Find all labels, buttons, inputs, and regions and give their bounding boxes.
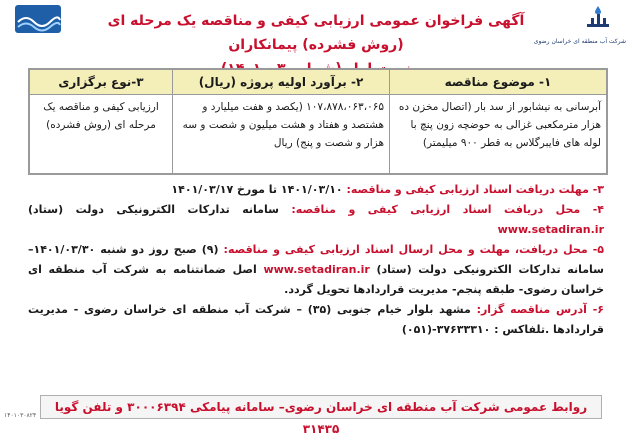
logo-caption: شرکت آب منطقه ای خراسان رضوی (533, 38, 626, 45)
item-submission (28, 240, 604, 300)
table-row (30, 95, 607, 174)
footer-banner: روابط عمومی شرکت آب منطقه ای خراسان رضوی– سامانه پیامکی ۳۰۰۰۶۳۹۴ و تلفن گویا ۳۱۴۳۵ (40, 395, 602, 419)
item-label: ۴- محل دریافت اسناد ارزیابی کیفی و مناقصه: (291, 203, 604, 216)
notice-items (28, 180, 604, 340)
reference-code: ۱۴۰۱۰۳۰۸۲۴ (4, 412, 37, 419)
wave-emblem-icon (14, 4, 62, 34)
item-document-deadline (28, 180, 604, 200)
item-label: ۳- مهلت دریافت اسناد ارزیابی کیفی و مناقصه: (346, 183, 604, 196)
item-text: مشهد بلوار خیام جنوبی (۳۵) – شرکت آب منطقه ای خراسان رضوی - مدیریت قراردادها .تلفاکس : ۳۷۶۳۳۳۱۰-(۰۵۱) (28, 303, 604, 336)
item-text: ۱۴۰۱/۰۳/۱۰ تا مورخ ۱۴۰۱/۰۳/۱۷ (171, 183, 347, 196)
item-text: (۹) صبح روز دو شنبه ۱۴۰۱/۰۳/۳۰–سامانه تدارکات الکترونیکی دولت (ستاد) (28, 243, 604, 276)
header-estimate: ۲- برآورد اولیه پروژه (ریال) (173, 70, 390, 95)
tender-table (28, 68, 608, 175)
setad-link[interactable]: www.setadiran.ir (497, 223, 604, 236)
item-label: ۵- محل دریافت، مهلت و محل ارسال اسناد ارزیابی کیفی و مناقصه: (223, 243, 604, 256)
table-header-row (30, 70, 607, 95)
setad-link[interactable]: www.setadiran.ir (263, 263, 370, 276)
item-address (28, 300, 604, 340)
company-logo-left (10, 4, 66, 54)
water-company-emblem-icon (583, 4, 613, 34)
company-logo-right (533, 4, 626, 54)
cell-subject: آبرسانی به نیشابور از سد بار (اتصال مخزن ده هزار مترمکعبی غزالی به حوضچه زون پنچ با لوله های فایبرگلاس به قطر ۹۰۰ میلیمتر) (390, 95, 607, 174)
item-document-location (28, 200, 604, 240)
item-text: سامانه تدارکات الکترونیکی دولت (ستاد) (28, 203, 292, 216)
header-subject: ۱- موضوع مناقصه (390, 70, 607, 95)
cell-type: ارزیابی کیفی و مناقصه یک مرحله ای (روش فشرده) (30, 95, 173, 174)
item-text-after: اصل ضمانتنامه به شرکت آب منطقه ای خراسان رضوی- طبقه پنجم- مدیریت قراردادها تحویل گردد. (28, 263, 604, 296)
title-line-1: آگهی فراخوان عمومی ارزیابی کیفی و مناقصه یک مرحله ای (روش فشرده) پیمانکاران (107, 13, 525, 53)
header-type: ۳-نوع برگزاری (30, 70, 173, 95)
item-label: ۶- آدرس مناقصه گزار: (476, 303, 604, 316)
cell-estimate: ۱۰۷،۸۷۸،۰۶۳،۰۶۵ (یکصد و هفت میلیارد و هشتصد و هفتاد و هشت میلیون و شصت و سه هزار و شصت و پنج) ریال (173, 95, 390, 174)
